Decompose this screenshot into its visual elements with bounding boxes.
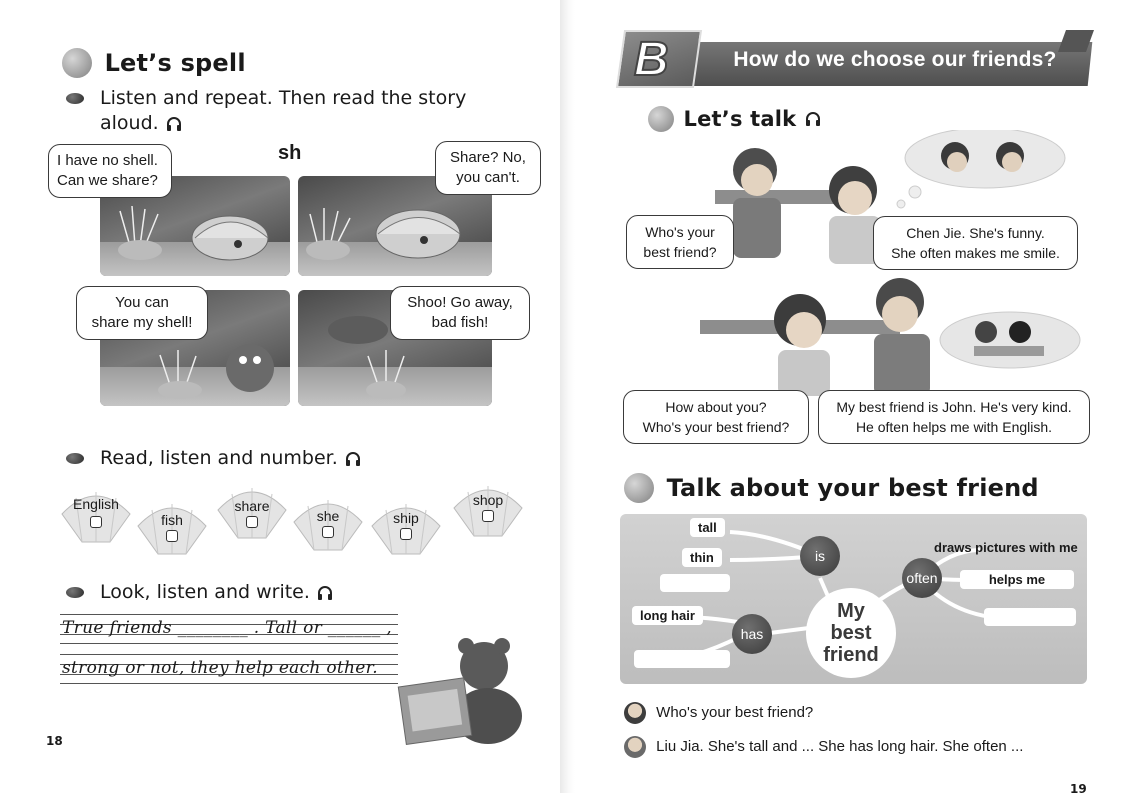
mindmap-center-line-1: My — [837, 600, 865, 622]
talk-bubble-3 — [623, 390, 809, 444]
talk-bubble-2-line-2: She often makes me smile. — [891, 245, 1060, 261]
bubble-3-line-2: share my shell! — [91, 314, 193, 331]
mindmap-node-is: is — [800, 536, 840, 576]
number-box[interactable] — [400, 528, 412, 540]
shell-ship — [368, 496, 444, 558]
write-line-2-text: strong or not, they help each other. — [62, 658, 378, 678]
headphones-icon[interactable] — [165, 115, 183, 133]
instruction-2 — [66, 446, 362, 471]
story-header: sh — [278, 142, 302, 164]
shell-word: she — [316, 508, 340, 524]
talk-bubble-1 — [626, 215, 734, 269]
shell-english — [58, 484, 134, 546]
mindmap-item-draws: draws pictures with me — [934, 540, 1078, 555]
talk-bubble-1-line-2: best friend? — [643, 244, 717, 260]
mindmap-blank-often[interactable] — [984, 608, 1076, 626]
section-banner — [620, 30, 1100, 90]
shell-she — [290, 492, 366, 554]
shell-shop — [450, 478, 526, 540]
comic-bubble-1 — [48, 144, 172, 198]
instruction-2-text: Read, listen and number. — [100, 447, 338, 469]
instruction-bullet-icon — [66, 93, 84, 104]
bubble-2-line-2: you can't. — [456, 169, 520, 186]
headphones-icon[interactable] — [316, 584, 334, 602]
comic-bubble-3 — [76, 286, 208, 340]
shell-word: ship — [393, 510, 419, 526]
lets-spell-title: Let’s spell — [104, 49, 246, 77]
mindmap-item-tall: tall — [690, 518, 725, 537]
mindmap-center-line-3: friend — [823, 644, 879, 666]
shell-icon — [450, 478, 526, 540]
talk-bubble-2 — [873, 216, 1078, 270]
talk-bubble-4 — [818, 390, 1090, 444]
best-friend-mindmap — [620, 514, 1087, 684]
page-number-left: 18 — [46, 734, 63, 748]
talk-bubble-4-line-1: My best friend is John. He's very kind. — [836, 399, 1072, 415]
bottom-answer — [624, 736, 1023, 758]
shell-share — [214, 480, 290, 542]
mindmap-center — [806, 588, 896, 678]
write-line-1[interactable] — [60, 612, 398, 644]
instruction-bullet-icon — [66, 453, 84, 464]
left-page — [0, 0, 560, 793]
bubble-3-line-1: You can — [115, 294, 169, 311]
instruction-3-text: Look, listen and write. — [100, 581, 310, 603]
talk-bubble-1-line-1: Who's your — [645, 224, 715, 240]
bubble-4-line-2: bad fish! — [431, 314, 489, 331]
bubble-4-line-1: Shoo! Go away, — [407, 294, 513, 311]
instruction-bullet-icon — [66, 587, 84, 598]
banner-title: How do we choose our friends? — [733, 48, 1057, 71]
instruction-1-line2: aloud. — [100, 112, 159, 134]
bottom-question — [624, 702, 813, 724]
section-bullet-icon — [624, 473, 654, 503]
number-box[interactable] — [482, 510, 494, 522]
lets-talk-title: Let’s talk — [683, 107, 797, 131]
talk-bubble-4-line-2: He often helps me with English. — [855, 419, 1053, 435]
shell-word: English — [73, 496, 119, 512]
girl-avatar — [624, 736, 646, 758]
mindmap-blank-is[interactable] — [660, 574, 730, 592]
headphones-icon[interactable] — [804, 110, 822, 128]
bubble-1-line-1: I have no shell. — [57, 152, 158, 169]
shell-word: fish — [161, 512, 183, 528]
mindmap-item-helps: helps me — [960, 570, 1074, 589]
headphones-icon[interactable] — [344, 450, 362, 468]
write-line-1-text: True friends ________ . Tall or ______ , — [62, 618, 392, 638]
boy-avatar — [624, 702, 646, 724]
bear-reading-illustration — [396, 636, 526, 746]
mindmap-item-thin: thin — [682, 548, 722, 567]
instruction-3 — [66, 580, 334, 605]
page-gutter — [560, 0, 575, 793]
mindmap-blank-has[interactable] — [634, 650, 730, 668]
talk-about-title: Talk about your best friend — [666, 474, 1039, 502]
talk-about-heading — [624, 473, 1039, 503]
bubble-1-line-2: Can we share? — [57, 172, 158, 189]
shell-icon — [368, 496, 444, 558]
bubble-2-line-1: Share? No, — [450, 149, 526, 166]
mindmap-center-line-2: best — [830, 622, 872, 644]
talk-bubble-3-line-2: Who's your best friend? — [642, 419, 790, 435]
bottom-answer-text: Liu Jia. She's tall and ... She has long hair. She often ... — [656, 737, 1024, 755]
mindmap-item-long-hair: long hair — [632, 606, 703, 625]
instruction-1 — [66, 86, 466, 136]
shell-word: share — [234, 498, 270, 514]
mindmap-node-often: often — [902, 558, 942, 598]
number-box[interactable] — [166, 530, 178, 542]
section-bullet-icon — [62, 48, 92, 78]
banner-letter: B — [634, 33, 669, 86]
comic-bubble-4 — [390, 286, 530, 340]
lets-spell-heading — [62, 48, 246, 78]
instruction-1-line1: Listen and repeat. Then read the story — [100, 87, 467, 109]
talk-scene-2 — [690, 276, 1090, 396]
lets-talk-heading — [648, 106, 822, 132]
page-number-right: 19 — [1070, 782, 1087, 796]
number-box[interactable] — [322, 526, 334, 538]
talk-bubble-2-line-1: Chen Jie. She's funny. — [906, 225, 1045, 241]
bottom-question-text: Who's your best friend? — [656, 703, 814, 721]
shell-fish — [134, 496, 210, 558]
mindmap-node-has: has — [732, 614, 772, 654]
shell-word: shop — [472, 492, 504, 508]
number-box[interactable] — [90, 516, 102, 528]
shell-icon — [58, 484, 134, 546]
comic-bubble-2 — [435, 141, 541, 195]
talk-bubble-3-line-1: How about you? — [665, 399, 767, 415]
section-bullet-icon — [648, 106, 674, 132]
number-box[interactable] — [246, 516, 258, 528]
write-line-2[interactable] — [60, 652, 398, 684]
